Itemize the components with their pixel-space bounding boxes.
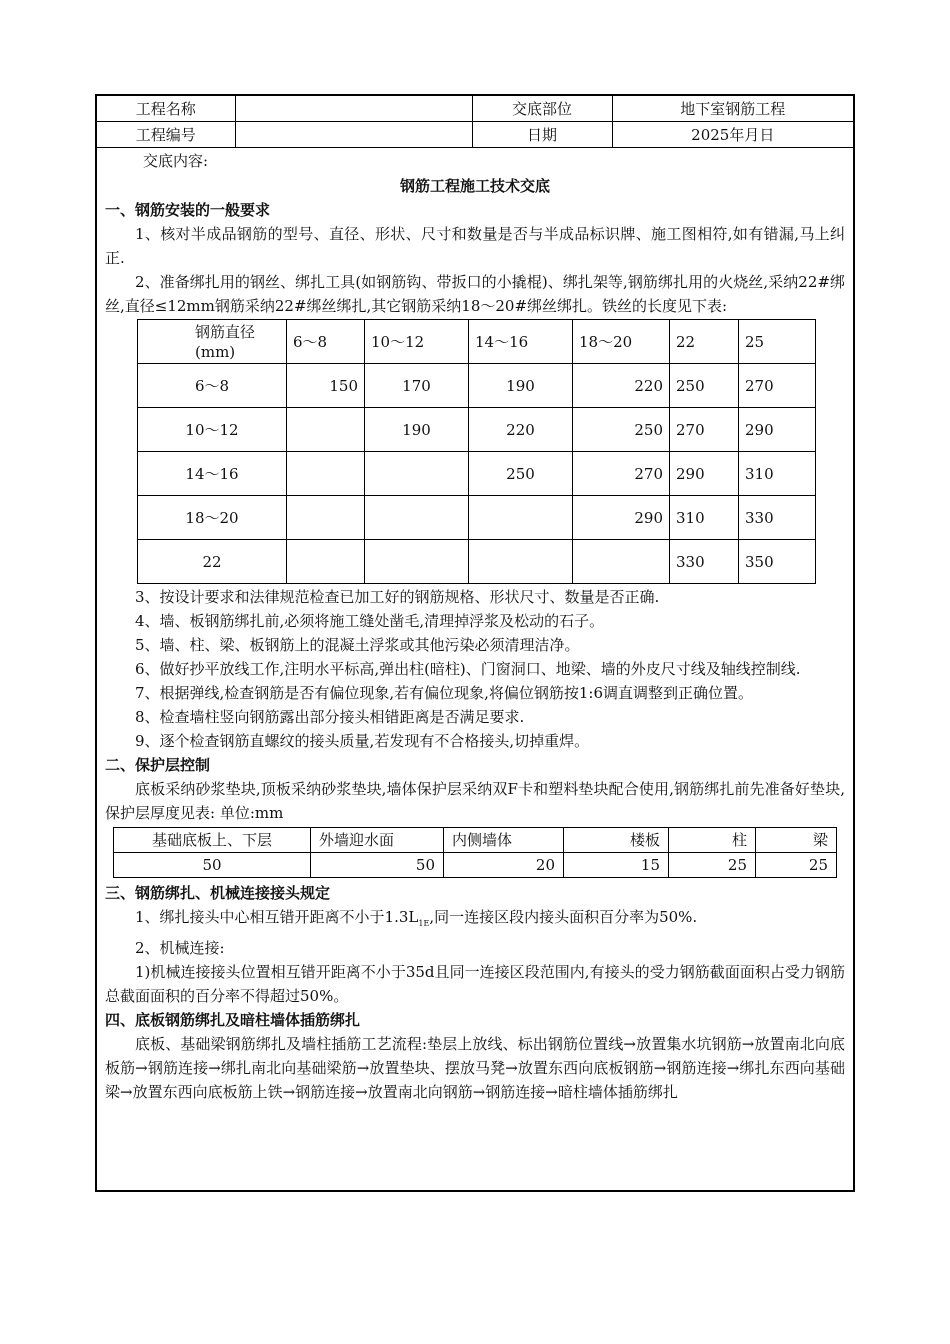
project-no-value [235, 122, 472, 148]
section1-p8: 8、检查墙柱竖向钢筋露出部分接头相错距离是否满足要求. [135, 708, 525, 726]
section1-p1: 1、核对半成品钢筋的型号、直径、形状、尺寸和数量是否与半成品标识牌、施工图相符,如有错漏,马上纠正. [105, 225, 845, 267]
wire-table-header: 22 [670, 320, 739, 364]
wire-table-cell [365, 540, 469, 584]
section4-p1: 底板、基础梁钢筋绑扎及墙柱插筋工艺流程:垫层上放线、标出钢筋位置线→放置集水坑钢筋→放置南北向底板筋→钢筋连接→绑扎南北向基础梁筋→放置垫块、摆放马凳→放置东西向底板钢筋→钢筋连接→绑扎东西向基础梁→放置东西向底板筋上铁→钢筋连接→放置南北向钢筋→钢筋连接→暗柱墙体插筋绑扎 [105, 1035, 845, 1101]
section1-p5: 5、墙、柱、梁、板钢筋上的混凝土浮浆或其他污染必须清理洁净。 [135, 636, 580, 654]
date-label: 日期 [472, 122, 612, 148]
section1-p9: 9、逐个检查钢筋直螺纹的接头质量,若发现有不合格接头,切掉重焊。 [135, 732, 590, 750]
cover-table-header: 梁 [756, 828, 837, 853]
wire-table-cell: 290 [573, 496, 670, 540]
cover-table-header: 楼板 [564, 828, 669, 853]
wire-table-cell [287, 452, 365, 496]
wire-table-cell: 250 [573, 408, 670, 452]
wire-table-cell: 14～16 [138, 452, 287, 496]
section3-p1-text-a: 1、绑扎接头中心相互错开距离不小于1.3L [135, 908, 419, 926]
section3-title: 三、钢筋绑扎、机械连接接头规定 [105, 884, 331, 902]
cover-table-cell: 20 [444, 853, 564, 878]
section3-p3: 1)机械连接接头位置相互错开距离不小于35d且同一连接区段范围内,有接头的受力钢筋截面面积占受力钢筋总截面面积的百分率不得超过50%。 [105, 963, 845, 1005]
wire-table-cell [287, 408, 365, 452]
wire-table-cell: 150 [287, 364, 365, 408]
wire-table-cell [365, 496, 469, 540]
header-table [97, 96, 853, 148]
section1-p7: 7、根据弹线,检查钢筋是否有偏位现象,若有偏位现象,将偏位钢筋按1:6调直调整到正确位置。 [135, 684, 753, 702]
location-label: 交底部位 [472, 96, 612, 122]
table-row [138, 364, 816, 408]
section3-p1-text-b: ,同一连接区段内接头面积百分率为50%. [429, 908, 698, 926]
section1-p2: 2、准备绑扎用的钢丝、绑扎工具(如钢筋钩、带扳口的小撬棍)、绑扎架等,钢筋绑扎用的火烧丝,采纳22#绑丝,直径≤12mm钢筋采纳22#绑丝绑扎,其它钢筋采纳18～20#绑丝绑扎。铁丝的长度见下表: [105, 273, 845, 315]
wire-table-header: 钢筋直径(mm) [138, 320, 287, 364]
date-value: 2025年月日 [612, 122, 853, 148]
wire-table-cell: 250 [469, 452, 573, 496]
doc-title: 钢筋工程施工技术交底 [399, 177, 550, 195]
wire-table-header: 18～20 [573, 320, 670, 364]
wire-table-header: 25 [739, 320, 816, 364]
table-row [138, 540, 816, 584]
cover-table-header: 内侧墙体 [444, 828, 564, 853]
wire-table-header-row [138, 320, 816, 364]
section3-p2: 2、机械连接: [135, 939, 225, 957]
wire-table-cell: 170 [365, 364, 469, 408]
wire-table-header: 6～8 [287, 320, 365, 364]
cover-table-header: 外墙迎水面 [311, 828, 444, 853]
wire-table-cell: 290 [670, 452, 739, 496]
wire-table-cell: 250 [670, 364, 739, 408]
wire-table-cell: 290 [739, 408, 816, 452]
wire-table-cell: 310 [670, 496, 739, 540]
cover-table-cell: 25 [669, 853, 756, 878]
wire-table-cell: 270 [670, 408, 739, 452]
wire-table-cell: 270 [739, 364, 816, 408]
cover-thickness-table [113, 827, 837, 878]
table-row [114, 853, 837, 878]
wire-table-cell: 220 [573, 364, 670, 408]
section1-title: 一、钢筋安装的一般要求 [105, 201, 271, 219]
section1-p6: 6、做好抄平放线工作,注明水平标高,弹出柱(暗柱)、门窗洞口、地梁、墙的外皮尺寸线及轴线控制线. [135, 660, 801, 678]
section3-p1-subscript: 1E [418, 919, 430, 928]
section1-p3: 3、按设计要求和法律规范检查已加工好的钢筋规格、形状尺寸、数量是否正确. [135, 588, 660, 606]
section2-p1: 底板采纳砂浆垫块,顶板采纳砂浆垫块,墙体保护层采纳双F卡和塑料垫块配合使用,钢筋绑扎前先准备好垫块,保护层厚度见表: 单位:mm [105, 780, 845, 822]
content-label: 交底内容: [143, 152, 209, 170]
wire-table-cell: 22 [138, 540, 287, 584]
project-name-value [235, 96, 472, 122]
document-page [95, 94, 855, 1192]
cover-table-header: 基础底板上、下层 [114, 828, 311, 853]
section2-title: 二、保护层控制 [105, 756, 211, 774]
content-area [97, 148, 853, 1104]
wire-table-header: 14～16 [469, 320, 573, 364]
wire-table-cell [573, 540, 670, 584]
wire-table-cell: 190 [469, 364, 573, 408]
wire-length-table [137, 319, 816, 584]
section4-title: 四、底板钢筋绑扎及暗柱墙体插筋绑扎 [105, 1011, 361, 1029]
cover-table-cell: 50 [311, 853, 444, 878]
wire-table-cell: 6～8 [138, 364, 287, 408]
cover-table-cell: 25 [756, 853, 837, 878]
project-no-label: 工程编号 [97, 122, 235, 148]
section1-p4: 4、墙、板钢筋绑扎前,必须将施工缝处凿毛,清理掉浮浆及松动的石子。 [135, 612, 605, 630]
wire-table-cell: 310 [739, 452, 816, 496]
table-row [138, 452, 816, 496]
location-value: 地下室钢筋工程 [612, 96, 853, 122]
section3-p1 [105, 905, 845, 936]
wire-table-cell: 10～12 [138, 408, 287, 452]
table-row [138, 408, 816, 452]
cover-table-cell: 15 [564, 853, 669, 878]
cover-table-header-row [114, 828, 837, 853]
wire-table-cell: 18～20 [138, 496, 287, 540]
wire-table-cell [469, 540, 573, 584]
cover-table-header: 柱 [669, 828, 756, 853]
cover-table-cell: 50 [114, 853, 311, 878]
wire-table-cell: 330 [670, 540, 739, 584]
wire-table-cell: 190 [365, 408, 469, 452]
wire-table-header: 10～12 [365, 320, 469, 364]
wire-table-cell [287, 540, 365, 584]
wire-table-cell [287, 496, 365, 540]
wire-table-cell: 350 [739, 540, 816, 584]
table-row [138, 496, 816, 540]
wire-table-cell: 220 [469, 408, 573, 452]
project-name-label: 工程名称 [97, 96, 235, 122]
wire-table-cell: 270 [573, 452, 670, 496]
wire-table-cell: 330 [739, 496, 816, 540]
wire-table-cell [469, 496, 573, 540]
wire-table-cell [365, 452, 469, 496]
